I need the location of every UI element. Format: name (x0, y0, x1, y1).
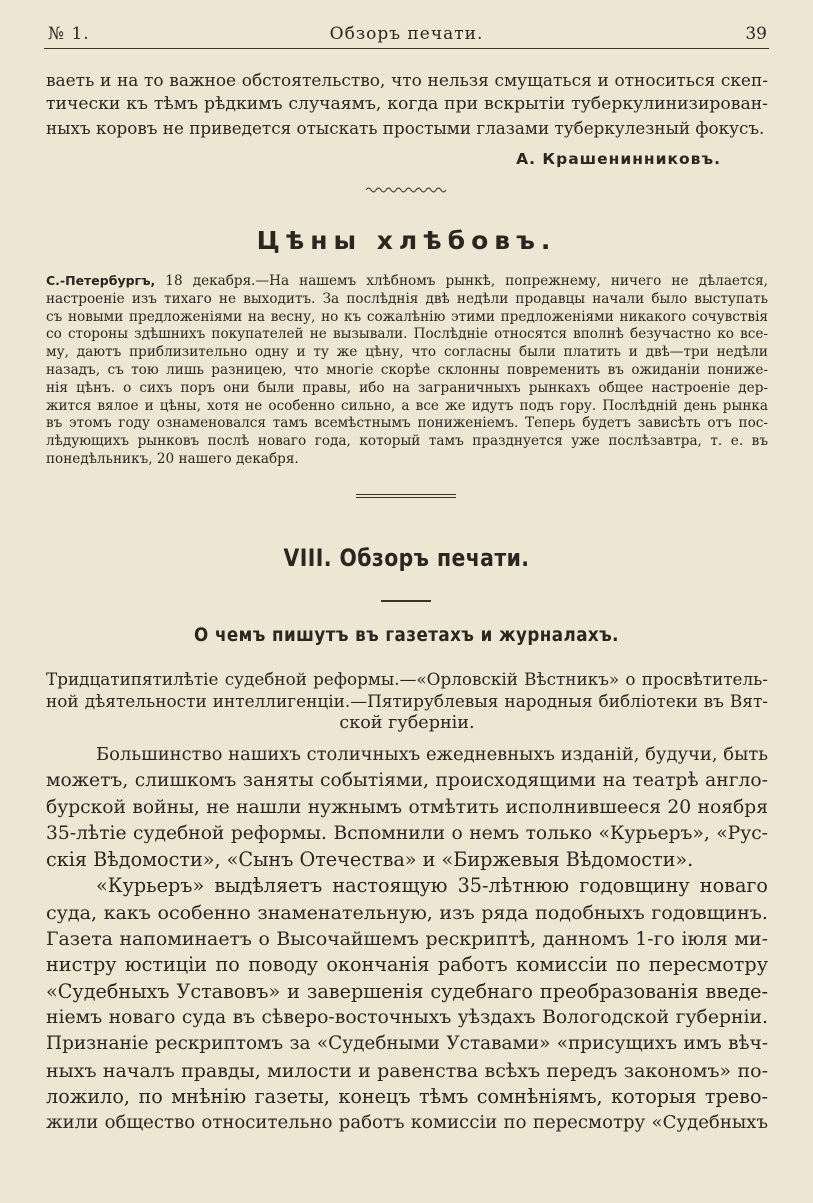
text-line: можетъ, слишкомъ заняты событіями, происходящими на театрѣ англо- (46, 770, 768, 792)
section-heading: VIII. Обзоръ печати. (283, 544, 530, 572)
prices-heading: Цѣны хлѣбовъ. (256, 226, 557, 255)
grain-prices-report (46, 272, 768, 469)
header-title: Обзоръ печати. (329, 24, 484, 44)
text-line: 35-лѣтіе судебной реформы. Вспомнили о немъ только «Курьеръ», «Рус- (46, 822, 768, 844)
text-line: лѣдующихъ рынковъ послѣ новаго года, который тамъ празднуется уже послѣзавтра, т. е. въ (46, 433, 768, 450)
text-line: понедѣльникъ, 20 нашего декабря. (46, 450, 299, 467)
text-line: ныхъ коровъ не приведется отыскать простыми глазами туберкулезный фокусъ. (46, 118, 765, 138)
section-summary (46, 668, 768, 734)
text-line: съ новыми предложеніями на весну, но къ сожалѣнію этими предложеніями никакого сочувствія (46, 308, 768, 325)
short-rule-divider (381, 600, 431, 602)
text-line: суда, какъ особенно знаменательную, изъ ряда подобныхъ годовщинъ. (46, 901, 768, 924)
text-line: нистру юстиціи по поводу окончанія работъ комиссіи по пересмотру (46, 953, 768, 977)
issue-number: № 1. (48, 24, 90, 44)
subheading: О чемъ пишутъ въ газетахъ и журналахъ. (194, 624, 619, 646)
text-line: въ этомъ году ознаменовался тамъ всемѣстнымъ пониженіемъ. Теперь будетъ зависѣть отъ пос- (46, 415, 768, 432)
page-number: 39 (745, 24, 767, 44)
double-rule-divider (356, 494, 456, 500)
text-line: му, даютъ приблизительно одну и ту же цѣну, что согласны были платить и двѣ—три недѣли (46, 344, 768, 361)
text-line: Большинство нашихъ столичныхъ ежедневныхъ изданій, будучи, быть (96, 744, 768, 765)
text-line: жится вялое и цѣны, хотя не особенно сильно, а все же идутъ подъ гору. Послѣдній день рынка (46, 397, 768, 414)
continued-paragraph (46, 68, 768, 140)
text-line: назадъ, съ тою лишь разницею, что многіе скорѣе склонны повременить въ ожиданіи пониже- (46, 361, 768, 378)
text-line: ложило, по мнѣнію газеты, конецъ тѣмъ сомнѣніямъ, которыя трево- (46, 1084, 768, 1108)
text-line: ной дѣятельности интеллигенціи.—Пятирублевыя народныя библіотеки въ Вят- (46, 691, 768, 711)
text-line: ныхъ началъ правды, милости и равенства всѣхъ передъ закономъ» по- (46, 1059, 768, 1082)
text-line: бурской войны, не нашли нужнымъ отмѣтить исполнившееся 20 ноября (46, 796, 768, 818)
text-line: настроеніе изъ тихаго не выходитъ. За послѣднія двѣ недѣли продавцы начали было выступать (46, 290, 768, 307)
text-line: нія цѣнъ. о сихъ поръ они были правы, ибо на заграничныхъ рынкахъ общее настроеніе дер- (46, 379, 768, 396)
text-line: Тридцатипятилѣтіе судебной реформы.—«Орловскій Вѣстникъ» о просвѣтитель- (46, 669, 768, 689)
text-line: со стороны здѣшнихъ покупателей не вызывали. Послѣдніе относятся вполнѣ безучастно ко все- (46, 326, 768, 343)
text-line: скія Вѣдомости», «Сынъ Отечества» и «Биржевыя Вѣдомости». (46, 848, 694, 872)
text-line: жили общество относительно работъ комиссіи по пересмотру «Судебныхъ (46, 1112, 768, 1134)
text-line: «Судебныхъ Уставовъ» и завершенія судебнаго преобразованія введе- (46, 979, 768, 1003)
text-line: тически къ тѣмъ рѣдкимъ случаямъ, когда при вскрытіи туберкулинизирован- (46, 94, 768, 114)
text-line: 18 декабря.—На нашемъ хлѣбномъ рынкѣ, попрежнему, ничего не дѣлается, (155, 273, 768, 289)
text-line: ваеть и на то важное обстоятельство, что нельзя смущаться и относиться скеп- (46, 70, 768, 90)
text-line: ніемъ новаго суда въ сѣверо-восточныхъ уѣздахъ Вологодской губерніи. (46, 1006, 768, 1028)
article-body (46, 742, 768, 1136)
text-line: Газета напоминаетъ о Высочайшемъ рескриптѣ, данномъ 1-го іюля ми- (46, 928, 768, 951)
text-line: ской губерніи. (339, 713, 475, 733)
wavy-divider (366, 186, 448, 194)
author-signature: А. Крашенинниковъ. (516, 150, 721, 168)
text-line: «Курьеръ» выдѣляетъ настоящую 35-лѣтнюю годовщину новаго (96, 874, 768, 898)
running-header (44, 22, 769, 49)
text-line: Признаніе рескриптомъ за «Судебными Уставами» «присущихъ имъ вѣч- (46, 1033, 768, 1055)
city-name: С.-Петербургъ, (46, 273, 156, 288)
